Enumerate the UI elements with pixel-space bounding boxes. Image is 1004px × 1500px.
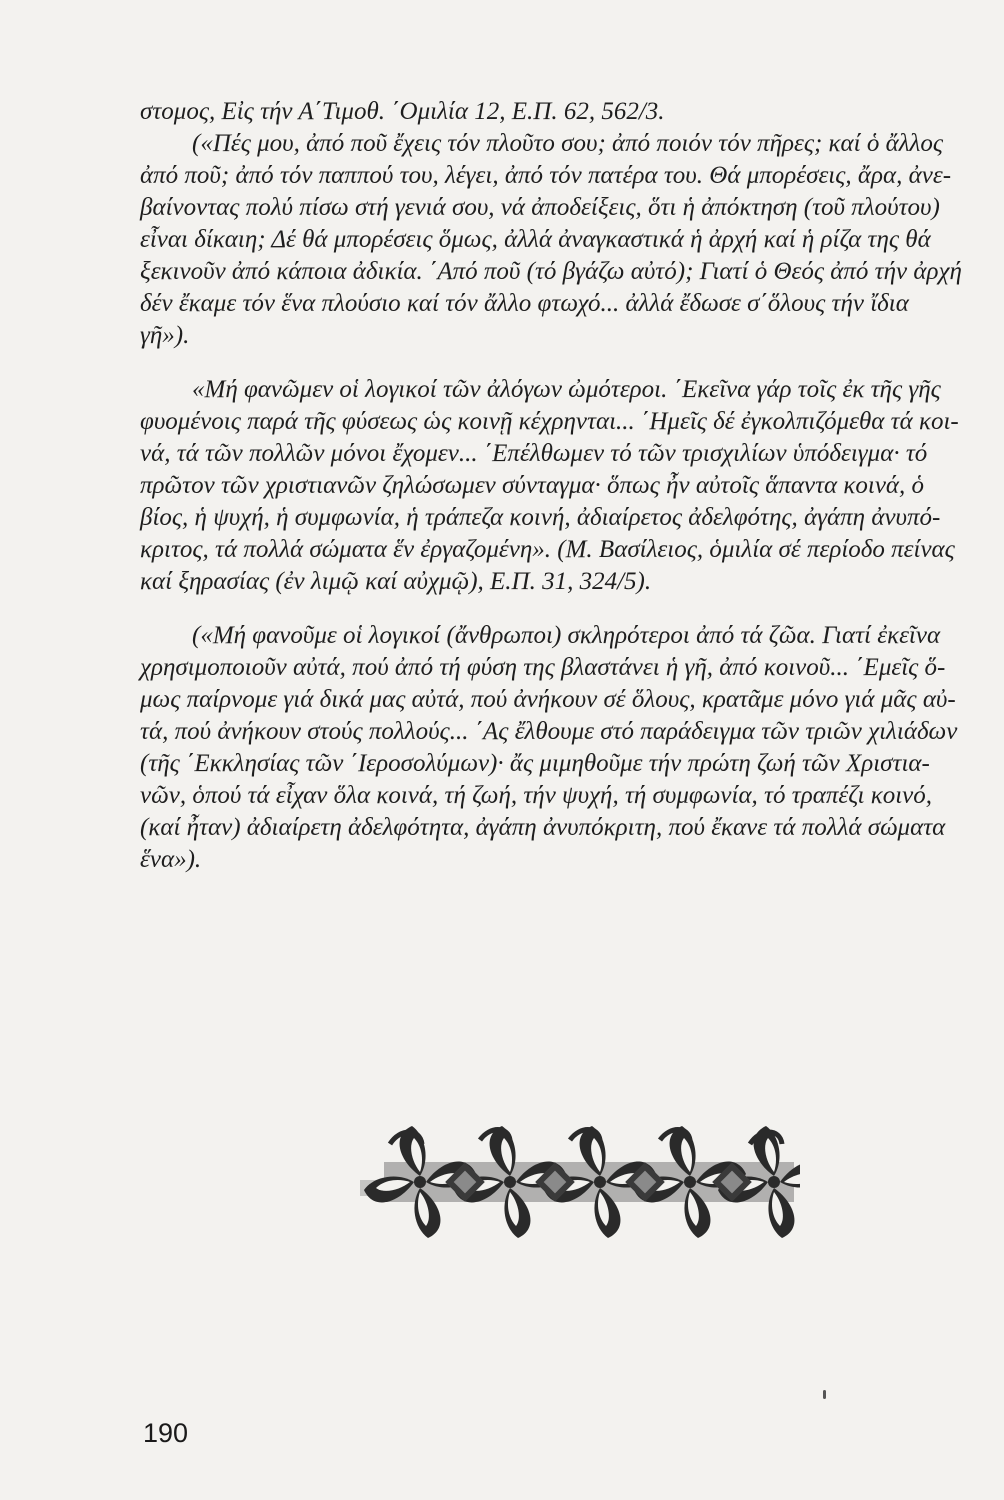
text-line: εἶναι δίκαιη; Δέ θά μπορέσεις ὅμως, ἀλλά ἀναγκαστικά ἡ ἀρχή καί ἡ ρίζα της θά (140, 226, 931, 253)
text-line: φυομένοις παρά τῆς φύσεως ὡς κοινῇ κέχρηνται... ΄Ημεῖς δέ ἐγκολπιζόμεθα τά κοι- (140, 408, 959, 435)
text-line: γῆ»). (140, 322, 190, 349)
paragraph-translation-1-body (140, 160, 970, 352)
text-line: ἕνα»). (140, 846, 202, 873)
text-line: βίος, ἡ ψυχή, ἡ συμφωνία, ἡ τράπεζα κοινή, ἀδιαίρετος ἀδελφότης, ἀγάπη ἀνυπό- (140, 504, 941, 531)
ink-speck (823, 1390, 826, 1399)
page-text (140, 96, 970, 876)
text-line: (καί ἦταν) ἀδιαίρετη ἀδελφότητα, ἀγάπη ἀνυπόκριτη, πού ἔκανε τά πολλά σώματα (140, 814, 946, 841)
text-line: νά, τά τῶν πολλῶν μόνοι ἔχομεν... ΄Επέλθωμεν τό τῶν τρισχιλίων ὑπόδειγμα· τό (140, 440, 928, 467)
text-line: ξεκινοῦν ἀπό κάποια ἀδικία. ΄Από ποῦ (τό βγάζω αὐτό); Γιατί ὁ Θεός ἀπό τήν ἀρχή (140, 258, 962, 285)
text-line: («Μή φανοῦμε οἱ λογικοί (ἄνθρωποι) σκληρότεροι ἀπό τά ζῶα. Γιατί ἐκεῖνα (192, 622, 941, 649)
text-line: χρησιμοποιοῦν αὐτά, πού ἀπό τή φύση της βλαστάνει ἡ γῆ, ἀπό κοινοῦ... ΄Εμεῖς ὅ- (140, 654, 946, 681)
text-line: νῶν, ὁπού τά εἶχαν ὅλα κοινά, τή ζωή, τήν ψυχή, τή συμφωνία, τό τραπέζι κοινό, (140, 782, 933, 809)
paragraph-citation (140, 96, 970, 128)
text-line: βαίνοντας πολύ πίσω στή γενιά σου, νά ἀποδείξεις, ὅτι ἡ ἀπόκτηση (τοῦ πλούτου) (140, 194, 940, 221)
floral-border-ornament-icon (360, 1120, 800, 1260)
text-line: («Πές μου, ἀπό ποῦ ἔχεις τόν πλοῦτο σου; ἀπό ποιόν τόν πῆρες; καί ὁ ἄλλος (192, 130, 944, 157)
text-line: μως παίρνομε γιά δικά μας αὐτά, πού ἀνήκουν σέ ὅλους, κρατᾶμε μόνο γιά μᾶς αὐ- (140, 686, 956, 713)
text-line: καί ξηρασίας (ἐν λιμῷ καί αὐχμῷ), Ε.Π. 31, 324/5). (140, 568, 652, 595)
text-line: στομος, Εἰς τήν Α΄Τιμοθ. ΄Ομιλία 12, Ε.Π. 62, 562/3. (140, 98, 665, 125)
text-line: «Μή φανῶμεν οἱ λογικοί τῶν ἀλόγων ὠμότεροι. ΄Εκεῖνα γάρ τοῖς ἐκ τῆς γῆς (192, 376, 941, 403)
text-line: κριτος, τά πολλά σώματα ἕν ἐργαζομένη». (Μ. Βασίλειος, ὁμιλία σέ περίοδο πείνας (140, 536, 955, 563)
text-line: (τῆς ΄Εκκλησίας τῶν ΄Ιεροσολύμων)· ἄς μιμηθοῦμε τήν πρώτη ζωή τῶν Χριστια- (140, 750, 930, 777)
paragraph-translation-1 (192, 128, 970, 160)
text-line: ἀπό ποῦ; ἀπό τόν παππού του, λέγει, ἀπό τόν πατέρα του. Θά μπορέσεις, ἄρα, ἀνε- (140, 162, 952, 189)
paragraph-translation-2 (140, 620, 970, 876)
text-line: δέν ἔκαμε τόν ἕνα πλούσιο καί τόν ἄλλο φτωχό... ἀλλά ἔδωσε σ΄ὅλους τήν ἴδια (140, 290, 909, 317)
page-number: 190 (143, 1418, 189, 1448)
text-line: τά, πού ἀνήκουν στούς πολλούς... ΄Ας ἔλθουμε στό παράδειγμα τῶν τριῶν χιλιάδων (140, 718, 958, 745)
text-line: πρῶτον τῶν χριστιανῶν ζηλώσωμεν σύνταγμα· ὅπως ἦν αὐτοῖς ἅπαντα κοινά, ὁ (140, 472, 925, 499)
paragraph-quote-basil (140, 374, 970, 598)
